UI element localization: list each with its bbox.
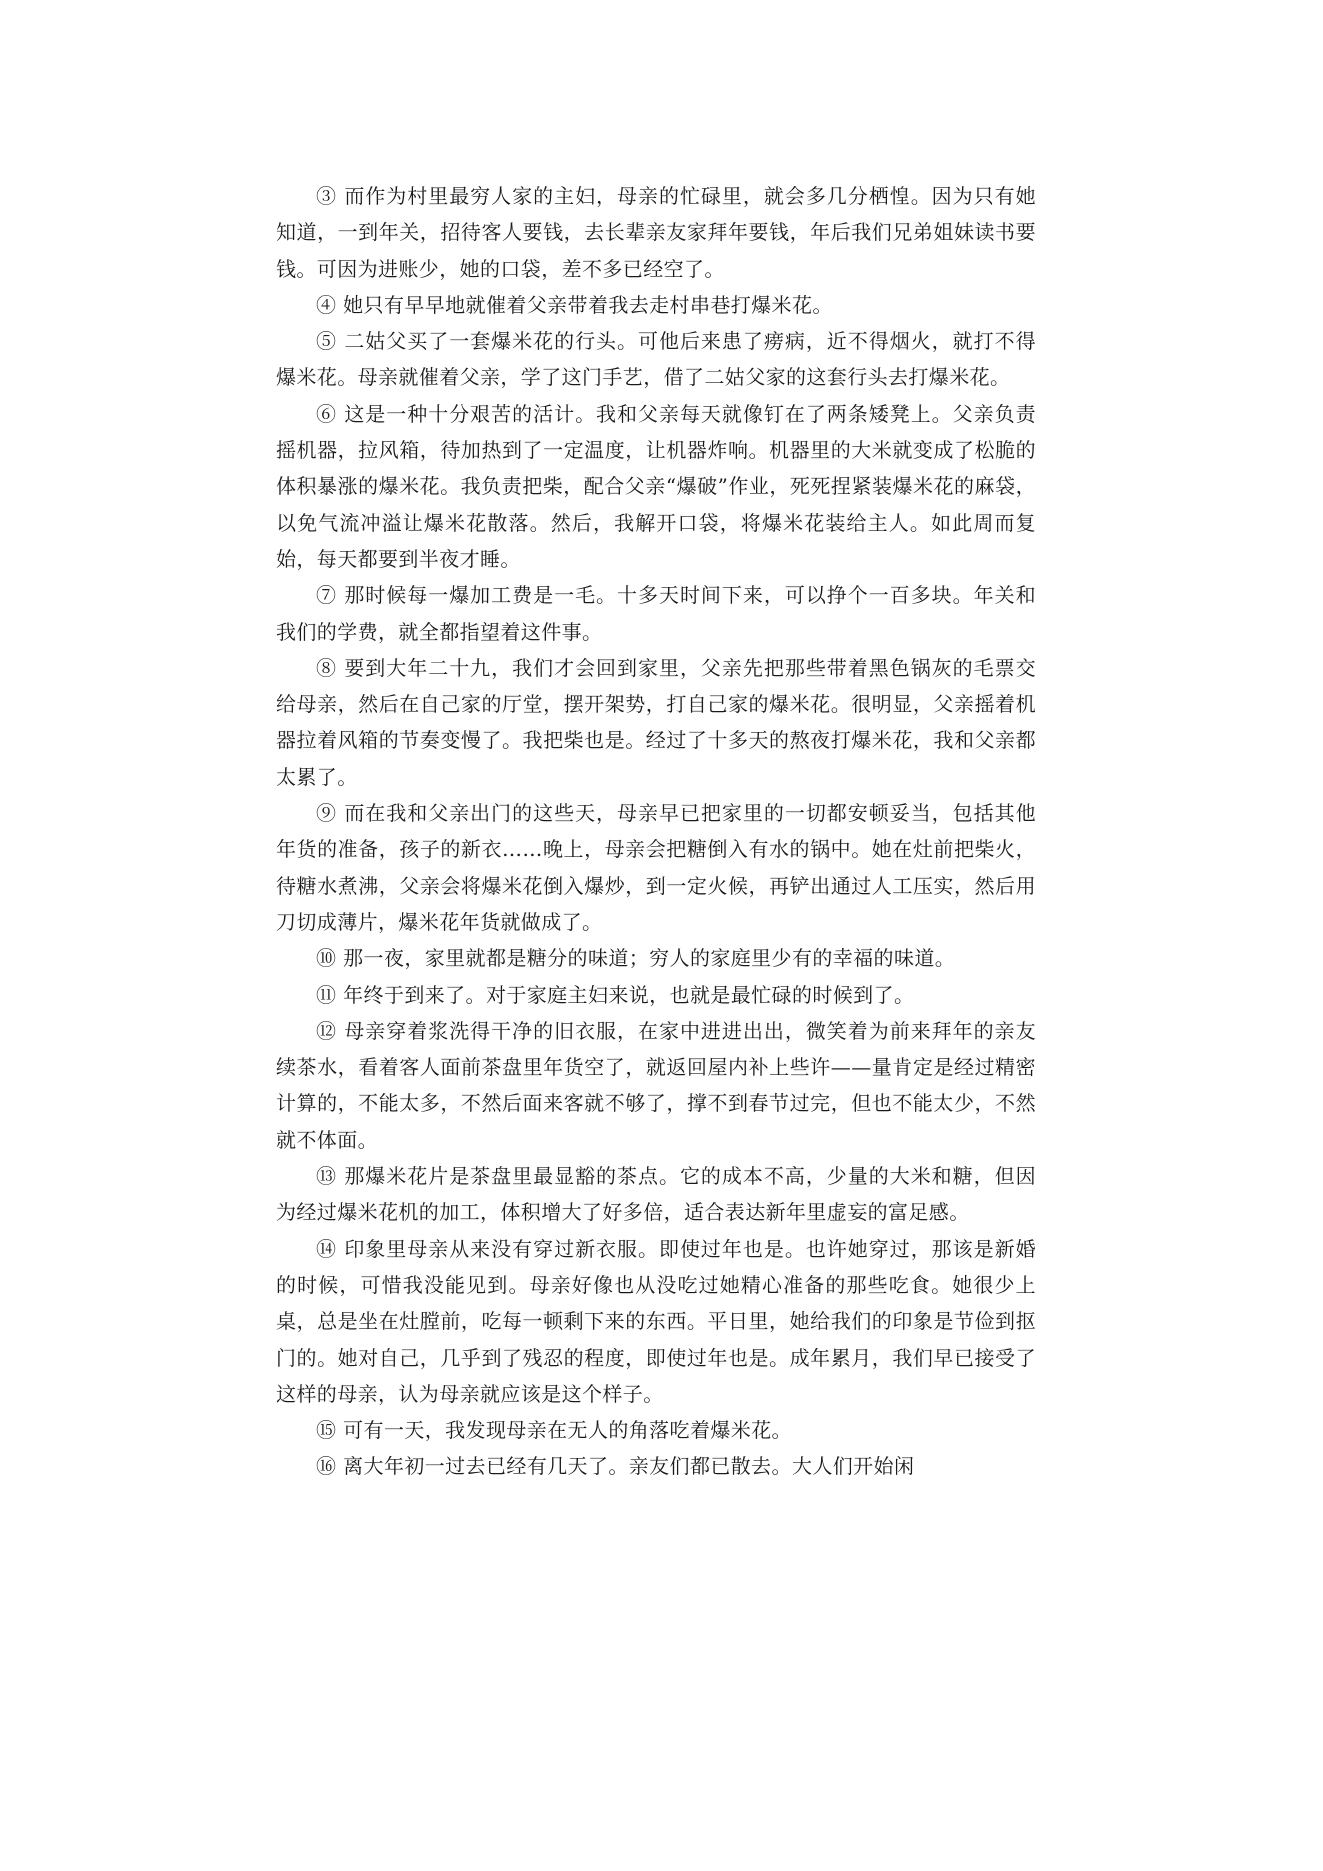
paragraph-4: ④ 她只有早早地就催着父亲带着我去走村串巷打爆米花。	[316, 292, 833, 317]
paragraph-7: ⑦ 那时候每一爆加工费是一毛。十多天时间下来，可以挣个一百多块。年关和我们的学费，就全都指望着这件事。	[276, 583, 1036, 644]
paragraph-9: ⑨ 而在我和父亲出门的这些天，母亲早已把家里的一切都安顿妥当，包括其他年货的准备，孩子的新衣……晚上，母亲会把糖倒入有水的锅中。她在灶前把柴火，待糖水煮沸，父亲会将爆米花倒入爆炒，到一定火候，再铲出通过人工压实，然后用刀切成薄片，爆米花年货就做成了。	[276, 801, 1036, 934]
paragraph-3: ③ 而作为村里最穷人家的主妇，母亲的忙碌里，就会多几分栖惶。因为只有她知道，一到年关，招待客人要钱，去长辈亲友家拜年要钱，年后我们兄弟姐妹读书要钱。可因为进账少，她的口袋，差不多已经空了。	[276, 184, 1036, 281]
paragraph-6: ⑥ 这是一种十分艰苦的活计。我和父亲每天就像钉在了两条矮凳上。父亲负责摇机器，拉风箱，待加热到了一定温度，让机器炸响。机器里的大米就变成了松脆的体积暴涨的爆米花。我负责把柴，配合父亲“爆破”作业，死死捏紧装爆米花的麻袋，以免气流冲溢让爆米花散落。然后，我解开口袋，将爆米花装给主人。如此周而复始，每天都要到半夜才睡。	[276, 401, 1036, 571]
paragraph-13: ⑬ 那爆米花片是茶盘里最显豁的茶点。它的成本不高，少量的大米和糖，但因为经过爆米花机的加工，体积增大了好多倍，适合表达新年里虚妄的富足感。	[276, 1164, 1036, 1225]
paragraph-11: ⑪ 年终于到来了。对于家庭主妇来说，也就是最忙碌的时候到了。	[316, 982, 915, 1007]
article-body	[276, 178, 1036, 1485]
paragraph-14: ⑭ 印象里母亲从来没有穿过新衣服。即使过年也是。也许她穿过，那该是新婚的时候，可惜我没能见到。母亲好像也从没吃过她精心准备的那些吃食。她很少上桌，总是坐在灶膛前，吃每一顿剩下来的东西。平日里，她给我们的印象是节俭到抠门的。她对自己，几乎到了残忍的程度，即使过年也是。成年累月，我们早已接受了这样的母亲，认为母亲就应该是这个样子。	[276, 1236, 1036, 1406]
paragraph-15: ⑮ 可有一天，我发现母亲在无人的角落吃着爆米花。	[316, 1418, 792, 1443]
paragraph-16: ⑯ 离大年初一过去已经有几天了。亲友们都已散去。大人们开始闲	[316, 1454, 915, 1479]
paragraph-12: ⑫ 母亲穿着浆洗得干净的旧衣服，在家中进进出出，微笑着为前来拜年的亲友续茶水，看着客人面前茶盘里年货空了，就返回屋内补上些许——量肯定是经过精密计算的，不能太多，不然后面来客就不够了，撑不到春节过完，但也不能太少，不然就不体面。	[276, 1018, 1036, 1152]
paragraph-5: ⑤ 二姑父买了一套爆米花的行头。可他后来患了痨病，近不得烟火，就打不得爆米花。母亲就催着父亲，学了这门手艺，借了二姑父家的这套行头去打爆米花。	[276, 329, 1036, 390]
paragraph-8: ⑧ 要到大年二十九，我们才会回到家里，父亲先把那些带着黑色锅灰的毛票交给母亲，然后在自己家的厅堂，摆开架势，打自己家的爆米花。很明显，父亲摇着机器拉着风箱的节奏变慢了。我把柴也是。经过了十多天的熬夜打爆米花，我和父亲都太累了。	[276, 655, 1036, 789]
paragraph-10: ⑩ 那一夜，家里就都是糖分的味道；穷人的家庭里少有的幸福的味道。	[316, 946, 956, 971]
